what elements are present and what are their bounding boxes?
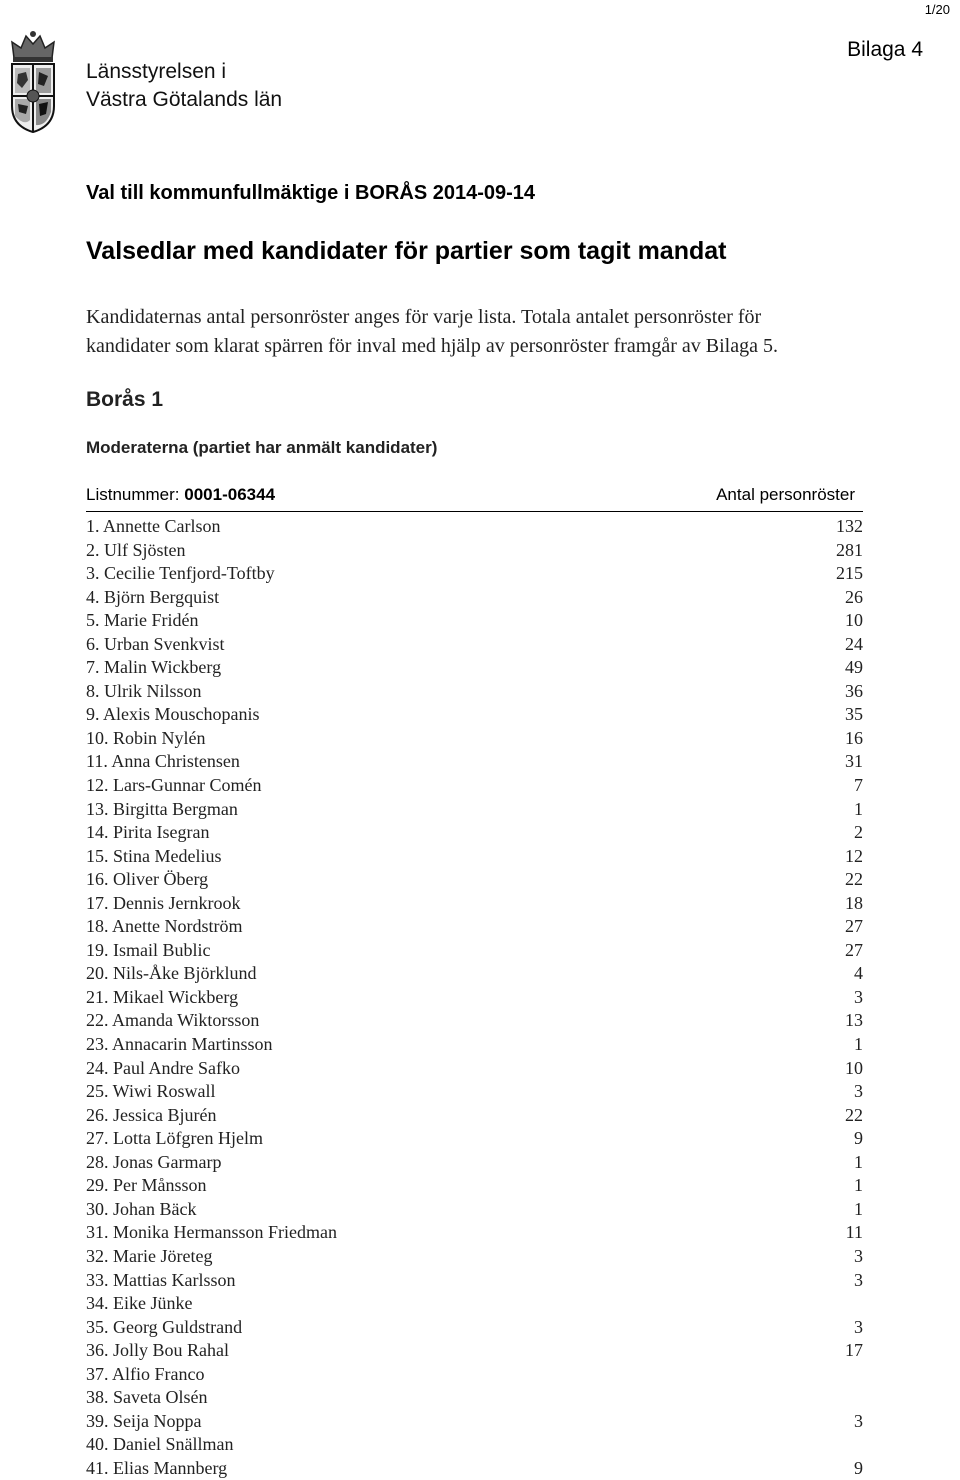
- candidate-name: 39. Seija Noppa: [86, 1410, 202, 1431]
- table-row: [86, 1245, 863, 1269]
- candidate-votes: 3: [854, 1410, 863, 1431]
- candidate-votes: 10: [845, 610, 863, 631]
- candidate-name: 26. Jessica Bjurén: [86, 1104, 217, 1125]
- table-row: [86, 821, 863, 845]
- candidate-votes: 2: [854, 822, 863, 843]
- candidate-votes: 9: [854, 1128, 863, 1149]
- table-row: [86, 515, 863, 539]
- candidate-votes: 3: [854, 1269, 863, 1290]
- candidate-votes: 1: [854, 798, 863, 819]
- candidate-votes: 281: [836, 539, 863, 560]
- list-number-value: 0001-06344: [184, 485, 276, 504]
- candidate-votes: 3: [854, 986, 863, 1007]
- candidate-votes: 24: [845, 633, 863, 654]
- table-row: [86, 750, 863, 774]
- table-row: [86, 868, 863, 892]
- candidate-name: 5. Marie Fridén: [86, 610, 199, 631]
- candidate-name: 24. Paul Andre Safko: [86, 1057, 240, 1078]
- votes-column-header: Antal personröster: [716, 485, 855, 504]
- candidate-name: 29. Per Månsson: [86, 1175, 207, 1196]
- list-number-label: [86, 485, 275, 505]
- table-row: [86, 656, 863, 680]
- candidate-name: 8. Ulrik Nilsson: [86, 680, 202, 701]
- candidate-votes: 18: [845, 892, 863, 913]
- candidate-name: 2. Ulf Sjösten: [86, 539, 186, 560]
- table-row: [86, 1457, 863, 1480]
- candidate-name: 18. Anette Nordström: [86, 916, 243, 937]
- table-row: [86, 1127, 863, 1151]
- table-row: [86, 633, 863, 657]
- table-row: [86, 562, 863, 586]
- candidate-name: 28. Jonas Garmarp: [86, 1151, 222, 1172]
- party-heading: Moderaterna (partiet har anmält kandidater): [86, 438, 438, 457]
- table-row: [86, 1033, 863, 1057]
- candidate-votes: 1: [854, 1034, 863, 1055]
- table-row: [86, 1363, 863, 1387]
- candidate-name: 6. Urban Svenkvist: [86, 633, 225, 654]
- authority-line-1: Länsstyrelsen i: [86, 60, 227, 83]
- candidate-name: 25. Wiwi Roswall: [86, 1081, 216, 1102]
- candidate-name: 38. Saveta Olsén: [86, 1387, 208, 1408]
- table-row: [86, 1151, 863, 1175]
- candidate-name: 22. Amanda Wiktorsson: [86, 1010, 260, 1031]
- candidate-name: 19. Ismail Bublic: [86, 939, 211, 960]
- candidate-name: 1. Annette Carlson: [86, 516, 221, 536]
- candidate-name: 34. Eike Jünke: [86, 1293, 193, 1314]
- candidate-votes: 11: [845, 1222, 863, 1243]
- table-row: [86, 586, 863, 610]
- candidate-votes: 132: [836, 516, 863, 536]
- candidate-name: 7. Malin Wickberg: [86, 657, 222, 678]
- candidate-votes: 1: [854, 1175, 863, 1196]
- candidate-name: 37. Alfio Franco: [86, 1363, 205, 1384]
- table-row: [86, 845, 863, 869]
- candidate-votes: 7: [854, 775, 863, 796]
- candidate-name: 12. Lars-Gunnar Comén: [86, 775, 262, 796]
- table-row: [86, 915, 863, 939]
- candidate-votes: 17: [845, 1340, 863, 1361]
- table-row: [86, 1009, 863, 1033]
- authority-line-2: Västra Götalands län: [86, 88, 283, 111]
- candidate-votes: 26: [845, 586, 863, 607]
- candidate-votes: 12: [845, 845, 863, 866]
- candidate-votes: 3: [854, 1316, 863, 1337]
- page-number: 1/20: [924, 2, 950, 17]
- intro-paragraph: [86, 303, 946, 361]
- candidate-name: 31. Monika Hermansson Friedman: [86, 1222, 337, 1243]
- candidate-votes: 36: [845, 680, 863, 701]
- candidate-name: 13. Birgitta Bergman: [86, 798, 238, 819]
- table-row: [86, 1221, 863, 1245]
- table-row: [86, 1292, 863, 1316]
- candidate-votes: 35: [845, 704, 863, 725]
- candidate-votes: 22: [845, 869, 863, 890]
- intro-line-1: Kandidaternas antal personröster anges för varje lista. Totala antalet personröster för: [86, 306, 762, 328]
- candidate-votes: 31: [845, 751, 863, 772]
- candidate-name: 10. Robin Nylén: [86, 727, 206, 748]
- table-row: [86, 539, 863, 563]
- candidate-name: 40. Daniel Snällman: [86, 1434, 234, 1455]
- candidate-votes: 215: [836, 563, 863, 584]
- table-row: [86, 680, 863, 704]
- candidate-votes: 9: [854, 1457, 863, 1478]
- candidate-name: 36. Jolly Bou Rahal: [86, 1340, 229, 1361]
- table-row: [86, 1339, 863, 1363]
- candidate-votes: 27: [845, 939, 863, 960]
- candidate-name: 11. Anna Christensen: [86, 751, 240, 772]
- candidate-name: 33. Mattias Karlsson: [86, 1269, 236, 1290]
- candidate-votes: 1: [854, 1151, 863, 1172]
- table-row: [86, 798, 863, 822]
- table-row: [86, 1433, 863, 1457]
- district-heading: Borås 1: [86, 388, 164, 411]
- candidate-votes: 13: [845, 1010, 863, 1031]
- candidate-votes: 10: [845, 1057, 863, 1078]
- table-row: [86, 609, 863, 633]
- candidate-name: 3. Cecilie Tenfjord-Toftby: [86, 563, 275, 584]
- candidate-name: 17. Dennis Jernkrook: [86, 892, 241, 913]
- table-row: [86, 962, 863, 986]
- table-row: [86, 1080, 863, 1104]
- table-row: [86, 1316, 863, 1340]
- candidate-name: 23. Annacarin Martinsson: [86, 1034, 273, 1055]
- table-row: [86, 1269, 863, 1293]
- election-title: Val till kommunfullmäktige i BORÅS 2014-09-14: [86, 182, 536, 204]
- table-row: [86, 727, 863, 751]
- candidate-name: 41. Elias Mannberg: [86, 1457, 228, 1478]
- candidate-votes: 22: [845, 1104, 863, 1125]
- page-subtitle: Valsedlar med kandidater för partier som tagit mandat: [86, 237, 727, 265]
- candidate-name: 35. Georg Guldstrand: [86, 1316, 243, 1337]
- candidate-name: 20. Nils-Åke Björklund: [86, 963, 257, 984]
- table-row: [86, 1104, 863, 1128]
- table-row: [86, 986, 863, 1010]
- table-row: [86, 1386, 863, 1410]
- candidate-name: 16. Oliver Öberg: [86, 869, 209, 890]
- candidate-name: 32. Marie Jöreteg: [86, 1245, 213, 1266]
- table-row: [86, 1198, 863, 1222]
- coat-of-arms-logo: [4, 28, 62, 136]
- candidate-votes: 3: [854, 1245, 863, 1266]
- authority-name: [86, 58, 282, 114]
- candidate-name: 30. Johan Bäck: [86, 1198, 197, 1219]
- table-row: [86, 939, 863, 963]
- candidate-name: 21. Mikael Wickberg: [86, 986, 239, 1007]
- candidate-votes: 49: [845, 657, 863, 678]
- table-row: [86, 1410, 863, 1434]
- candidate-votes: 1: [854, 1198, 863, 1219]
- list-header: [86, 485, 863, 512]
- candidate-name: 15. Stina Medelius: [86, 845, 222, 866]
- candidate-name: 27. Lotta Löfgren Hjelm: [86, 1128, 263, 1149]
- table-row: [86, 1174, 863, 1198]
- table-row: [86, 892, 863, 916]
- table-row: [86, 703, 863, 727]
- candidate-votes: 3: [854, 1081, 863, 1102]
- candidate-name: 4. Björn Bergquist: [86, 586, 220, 607]
- candidate-name: 14. Pirita Isegran: [86, 822, 210, 843]
- table-row: [86, 774, 863, 798]
- intro-line-2: kandidater som klarat spärren för inval med hjälp av personröster framgår av Bilaga 5.: [86, 335, 778, 357]
- table-row: [86, 1057, 863, 1081]
- candidate-votes: 4: [854, 963, 863, 984]
- candidate-votes: 27: [845, 916, 863, 937]
- list-number-prefix: Listnummer:: [86, 485, 180, 504]
- candidate-votes: 16: [845, 727, 863, 748]
- candidate-name: 9. Alexis Mouschopanis: [86, 704, 260, 725]
- candidate-list: [86, 515, 863, 1480]
- appendix-label: Bilaga 4: [847, 38, 923, 61]
